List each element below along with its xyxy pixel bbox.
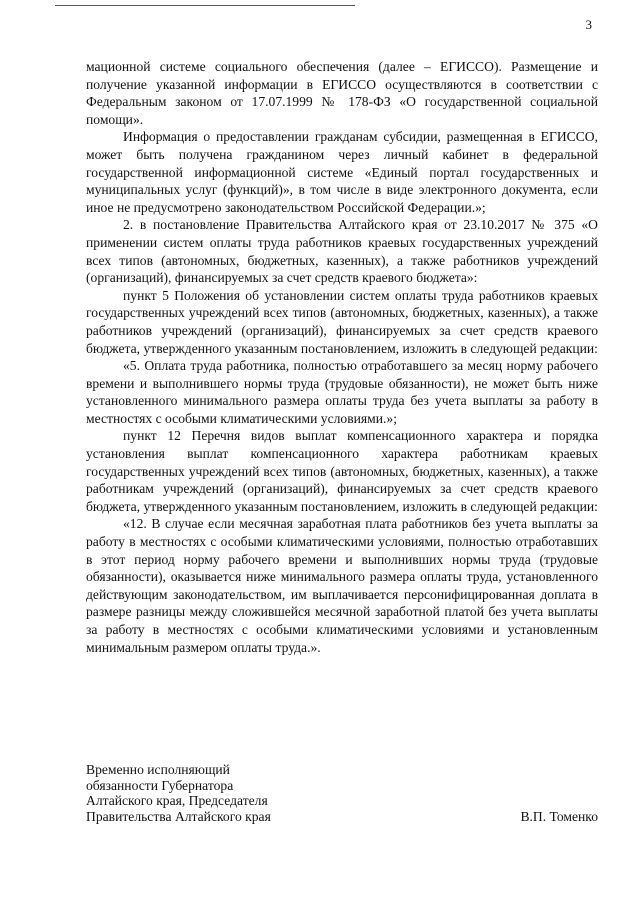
paragraph: пункт 5 Положения об установлении систем оплаты труда работников краевых государственных учреждений всех типов (автономных, бюджетных, казенных), а также работников учреждений (организаций), финансируемых за счет средств краевого бюджета, утвержденного указанным постановлением, изложить в следующей редакции: [86,287,598,356]
paragraph: пункт 12 Перечня видов выплат компенсационного характера и порядка установления выплат компенсационного характера работникам краевых государственных учреждений всех типов (автономных, бюджетных, казенных), а также работникам учреждений (организаций), финансируемых за счет средств краевого бюджета, утвержденного указанным постановлением, изложить в следующей редакции: [86,428,598,514]
paragraph: «12. В случае если месячная заработная плата работников без учета выплаты за работу в местностях с особыми климатическими условиями, полностью отработавших в этот период норму рабочего времени и выполнивших нормы труда (трудовые обязанности), оказывается ниже минимального размера оплаты труда, установленного действующим законодательством, им выплачивается персонифицированная доплата в размере разницы между сложившейся месячной заработной платой без учета выплаты за работу в местностях с особыми климатическими условиями и установленным минимальным размером оплаты труда.». [86,516,598,655]
signature-block [86,762,598,824]
signatory-title-line: обязанности Губернатора [86,777,234,793]
scan-edge-line [55,5,355,6]
signatory-name: В.П. Томенко [520,808,598,824]
signatory-title-line: Временно исполняющий [86,762,230,777]
paragraph: 2. в постановление Правительства Алтайского края от 23.10.2017 № 375 «О применении систем оплаты труда работников краевых государственных учреждений всех типов (автономных, бюджетных, казенных), а также работников учреждений (организаций), финансируемых за счет средств краевого бюджета»: [86,217,598,286]
document-body [86,58,598,656]
paragraph: мационной системе социального обеспечения (далее – ЕГИССО). Размещение и получение указанной информации в ЕГИССО осуществляются в соответствии с Федеральным законом от 17.07.1999 № 178-ФЗ «О государственной социальной помощи». [86,59,598,127]
page-number: 3 [585,17,592,32]
signatory-title-line: Алтайского края, Председателя [86,793,268,808]
paragraph: Информация о предоставлении гражданам субсидии, размещенная в ЕГИССО, может быть получена гражданином через личный кабинет в федеральной государственной информационной системе «Единый портал государственных и муниципальных услуг (функций)», в том числе в виде электронного документа, если иное не предусмотрено законодательством Российской Федерации.»; [86,129,598,215]
paragraph: «5. Оплата труда работника, полностью отработавшего за месяц норму рабочего времени и выполнившего нормы труда (трудовые обязанности), не может быть ниже установленного минимального размера оплаты труда без учета выплаты за работу в местностях с особыми климатическими условиями.»; [86,358,598,426]
signatory-title-line: Правительства Алтайского края [86,808,271,824]
